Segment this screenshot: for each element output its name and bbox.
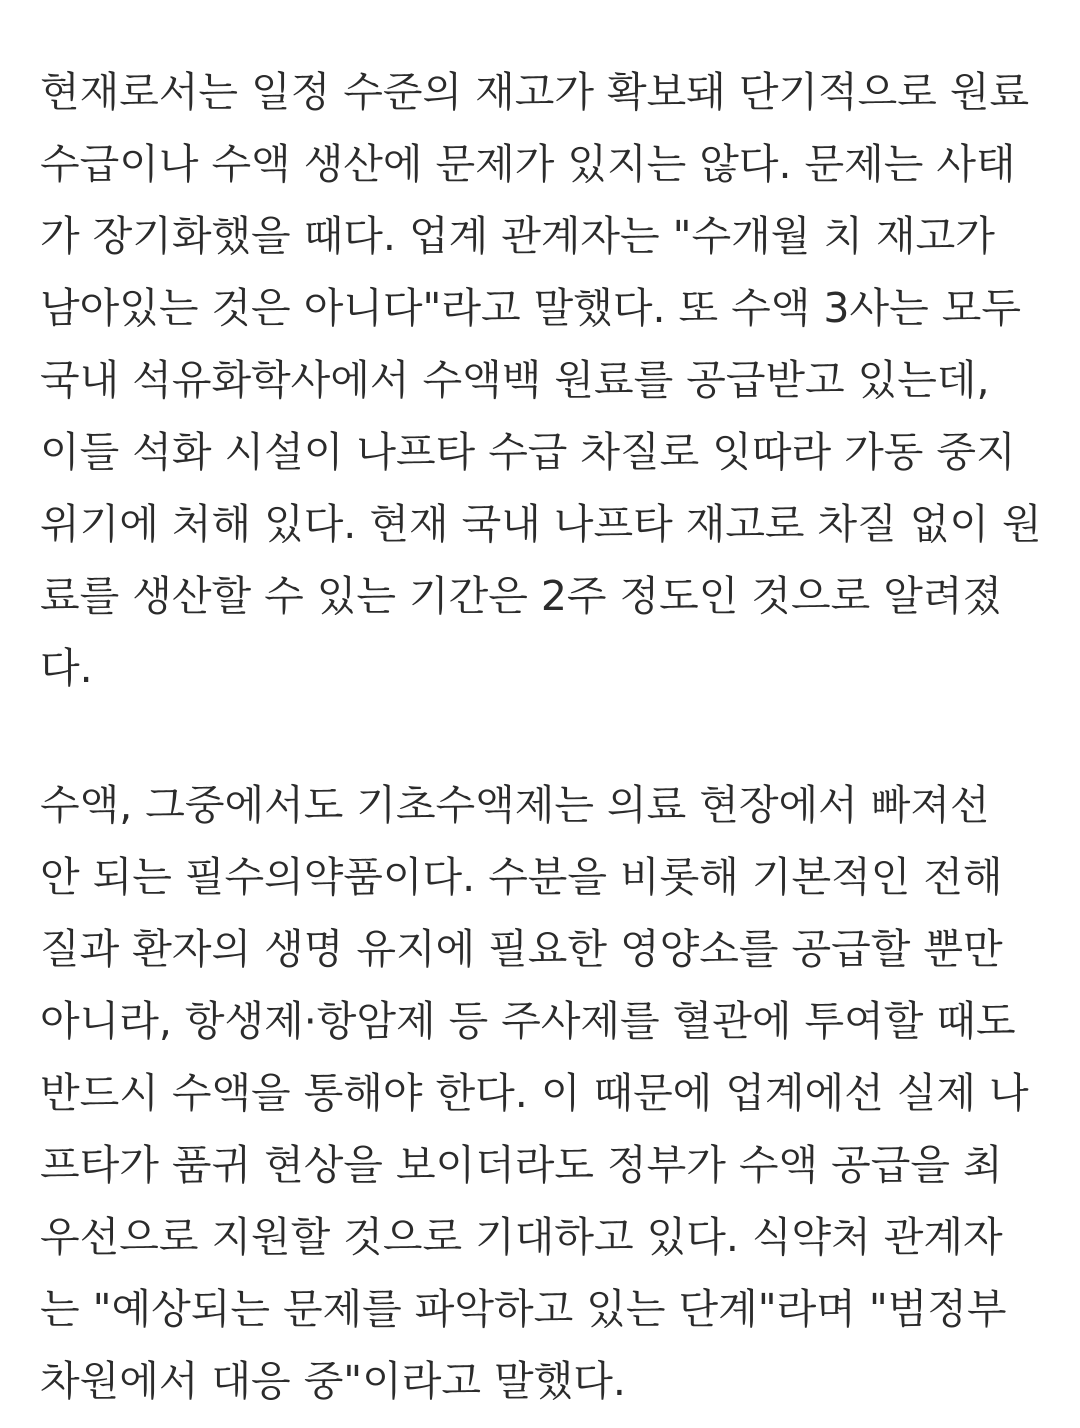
- text-line: 안 되는 필수의약품이다. 수분을 비롯해 기본적인 전해: [40, 853, 1003, 901]
- article-paragraph: [40, 56, 1060, 704]
- text-line: 반드시 수액을 통해야 한다. 이 때문에 업계에선 실제 나: [40, 1069, 1029, 1117]
- text-line: 이들 석화 시설이 나프타 수급 차질로 잇따라 가동 중지: [40, 428, 1016, 476]
- text-line: 차원에서 대응 중"이라고 말했다.: [40, 1357, 626, 1405]
- text-line: 는 "예상되는 문제를 파악하고 있는 단계"라며 "범정부: [40, 1285, 1007, 1333]
- text-line: 현재로서는 일정 수준의 재고가 확보돼 단기적으로 원료: [40, 68, 1030, 116]
- text-line: 가 장기화했을 때다. 업계 관계자는 "수개월 치 재고가: [40, 212, 995, 260]
- text-line: 국내 석유화학사에서 수액백 원료를 공급받고 있는데,: [40, 356, 990, 404]
- text-line: 아니라, 항생제·항암제 등 주사제를 혈관에 투여할 때도: [40, 997, 1016, 1045]
- text-line: 수액, 그중에서도 기초수액제는 의료 현장에서 빠져선: [40, 781, 990, 829]
- text-line: 위기에 처해 있다. 현재 국내 나프타 재고로 차질 없이 원: [40, 500, 1042, 548]
- text-line: 질과 환자의 생명 유지에 필요한 영양소를 공급할 뿐만: [40, 925, 1003, 973]
- article-paragraph: [40, 769, 1060, 1417]
- article-body: [40, 56, 1060, 1417]
- text-line: 수급이나 수액 생산에 문제가 있지는 않다. 문제는 사태: [40, 140, 1016, 188]
- text-line: 프타가 품귀 현상을 보이더라도 정부가 수액 공급을 최: [40, 1141, 1003, 1189]
- text-line: 우선으로 지원할 것으로 기대하고 있다. 식약처 관계자: [40, 1213, 1003, 1261]
- text-line: 남아있는 것은 아니다"라고 말했다. 또 수액 3사는 모두: [40, 284, 1021, 332]
- text-line: 료를 생산할 수 있는 기간은 2주 정도인 것으로 알려졌: [40, 572, 1003, 620]
- text-line: 다.: [40, 644, 93, 692]
